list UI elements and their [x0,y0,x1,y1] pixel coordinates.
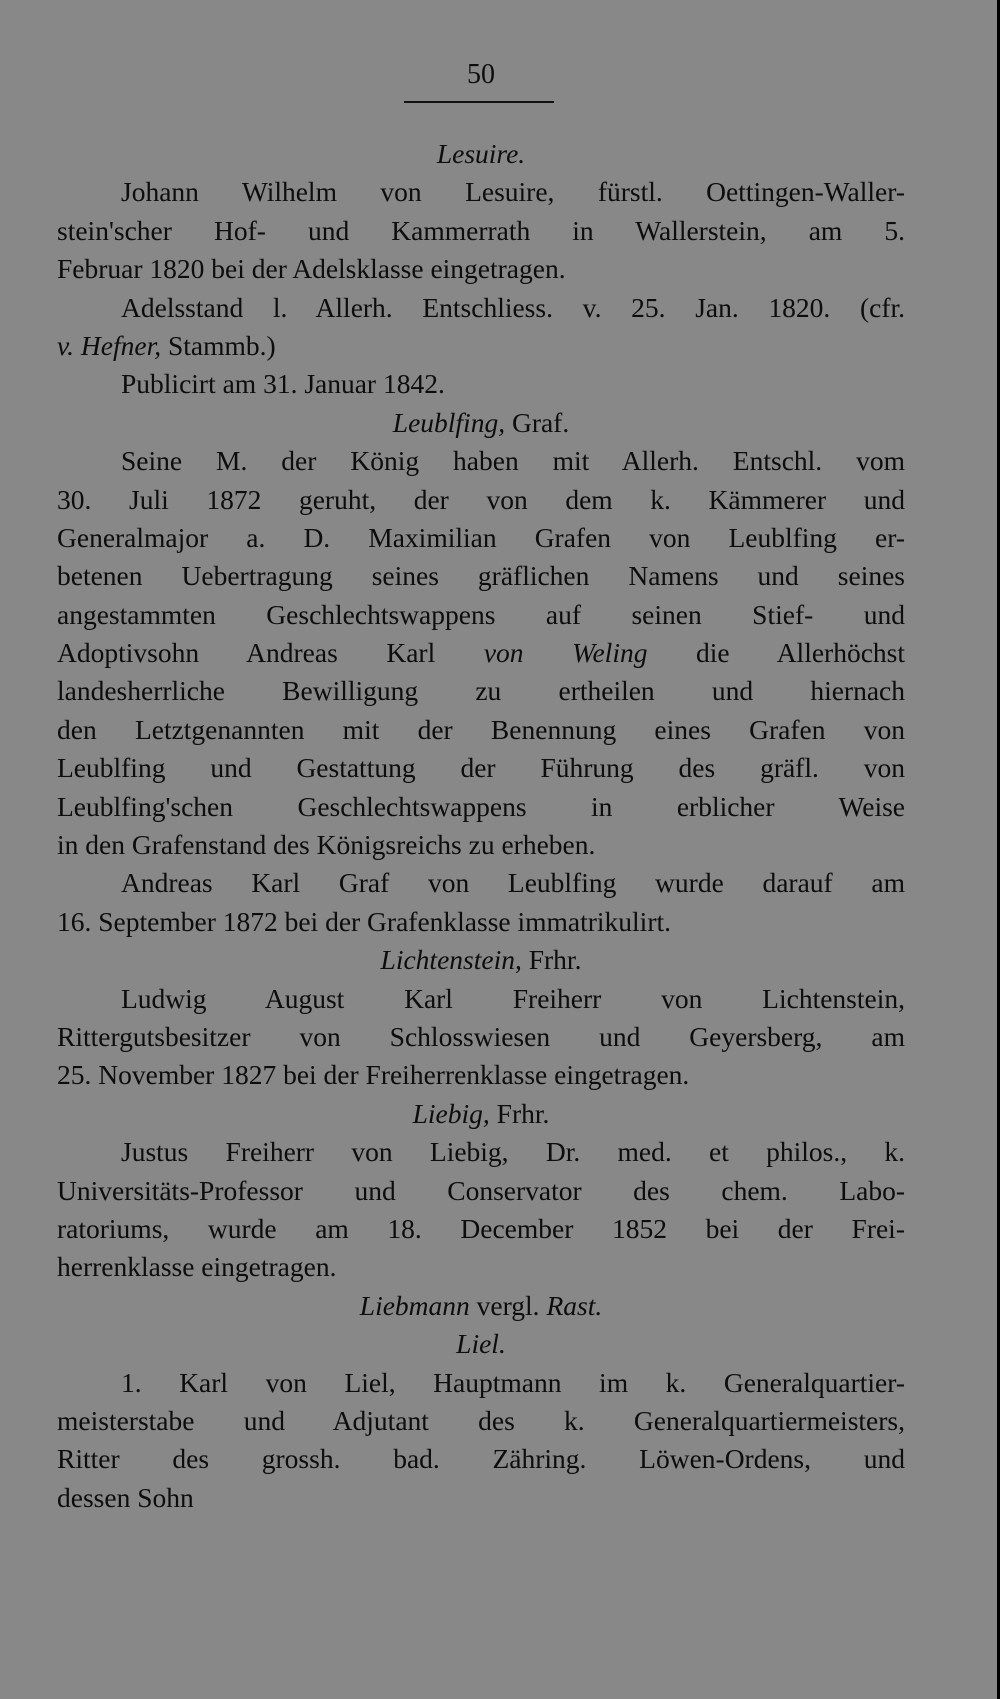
text-line: Leublfing und Gestattung der Führung des gräfl. von [57,752,905,784]
heading-name: Lichtenstein, [380,944,522,976]
entry-liebig [57,1133,905,1287]
text-line: meisterstabe und Adjutant des k. Generalquartiermeisters, [57,1404,905,1436]
text-line: in den Grafenstand des Königsreichs zu erheben. [57,829,596,861]
cross-reference-target: Rast. [546,1289,603,1321]
header-rule [404,101,554,103]
text-line: 1. Karl von Liel, Hauptmann im k. Generalquartier- [121,1366,905,1398]
cross-reference-label: vergl. [476,1289,540,1321]
entry-leublfing [57,442,905,941]
text-line: 25. November 1827 bei der Freiherrenklasse eingetragen. [57,1059,690,1091]
text-line: Johann Wilhelm von Lesuire, fürstl. Oettingen-Waller- [121,176,905,208]
text-line: Adelsstand l. Allerh. Entschliess. v. 25. Jan. 1820. (cfr. [121,291,905,323]
text-line: betenen Uebertragung seines gräflichen Namens und seines [57,560,905,592]
heading-title: Frhr. [496,1097,550,1129]
entry-heading-lesuire: Lesuire. [436,138,526,169]
text-line: landesherrliche Bewilligung zu ertheilen und hiernach [57,675,905,707]
text-line: Rittergutsbesitzer von Schlosswiesen und Geyersberg, am [57,1020,905,1052]
text-line: 16. September 1872 bei der Grafenklasse immatrikulirt. [57,905,671,937]
entry-heading-lichtenstein [57,941,905,979]
heading-name: Liebig, [412,1097,490,1129]
text-line: den Letztgenannten mit der Benennung eines Grafen von [57,713,905,745]
text-line [57,327,905,365]
text-line: Publicirt am 31. Januar 1842. [121,368,445,400]
text-span: v. [57,329,75,361]
entry-heading-liebig [57,1095,905,1133]
text-line: Generalmajor a. D. Maximilian Grafen von Leublfing er- [57,521,905,553]
entry-liel [57,1364,905,1518]
text-line: Justus Freiherr von Liebig, Dr. med. et philos., k. [121,1136,905,1168]
text-line: dessen Sohn [57,1481,194,1513]
page-number: 50 [467,59,495,90]
text-span: die Allerhöchst [696,637,906,669]
entry-lichtenstein [57,980,905,1095]
text-line: Universitäts-Professor und Conservator des chem. Labo- [57,1174,905,1206]
heading-title: Frhr. [528,944,582,976]
entry-heading-liebmann [57,1287,905,1325]
heading-title: Graf. [511,406,570,438]
text-line: Ritter des grossh. bad. Zähring. Löwen-Ordens, und [57,1443,905,1475]
text-line: Andreas Karl Graf von Leublfing wurde darauf am [121,867,905,899]
heading-name: Leublfing, [392,406,506,438]
text-line: angestammten Geschlechtswappens auf seinen Stief- und [57,598,905,630]
text-line: Leublfing'schen Geschlechtswappens in erblicher Weise [57,790,905,822]
text-line: Februar 1820 bei der Adelsklasse eingetragen. [57,253,566,285]
entry-heading-leublfing [57,404,905,442]
entry-heading-liel: Liel. [456,1328,506,1360]
text-line: Seine M. der König haben mit Allerh. Entschl. vom [121,445,905,477]
entry-lesuire [57,173,905,403]
text-line [57,634,905,672]
page-content [57,135,905,1517]
text-span: Stammb.) [168,329,276,361]
text-span: Adoptivsohn Andreas Karl [57,637,436,669]
text-line: herrenklasse eingetragen. [57,1251,337,1283]
text-line: Ludwig August Karl Freiherr von Lichtenstein, [121,982,905,1014]
heading-name: Liebmann [359,1289,470,1321]
italic-name: von Weling [483,637,648,669]
text-line: 30. Juli 1872 geruht, der von dem k. Kämmerer und [57,483,905,515]
text-line: stein'scher Hof- und Kammerrath in Wallerstein, am 5. [57,214,905,246]
text-line: ratoriums, wurde am 18. December 1852 bei der Frei- [57,1212,905,1244]
italic-name: Hefner, [80,329,162,361]
